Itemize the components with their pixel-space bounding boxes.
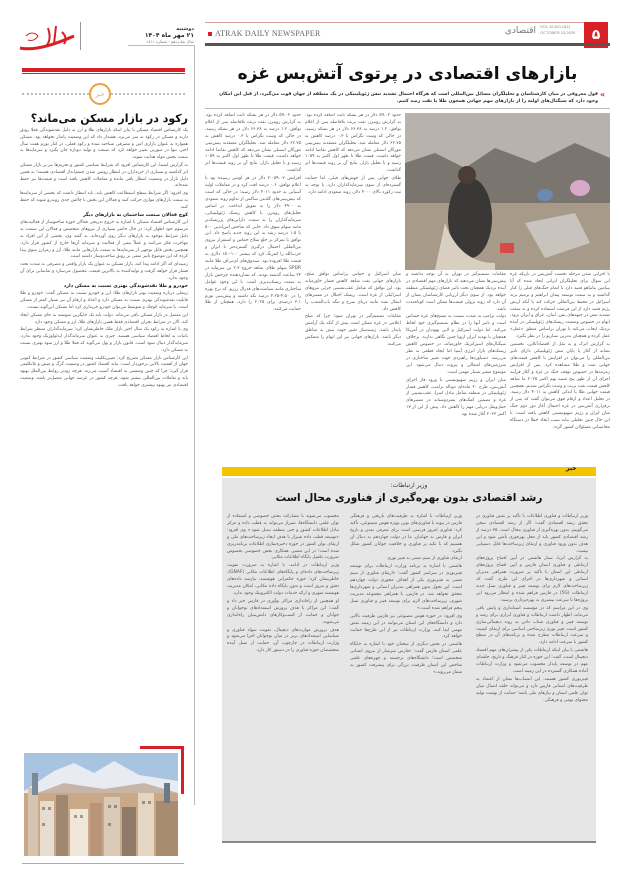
- paragraph: میان ایران و رژیم صهیونیستی با ورود فاز اجرای آتش‌بس، طرح ۲۰ ماده‌ای دونالد ترامپ، کاهش فشار ژئوپلیتیکی در منطقه شامل تبادل اسرا، عقب‌نشینی از غزه و تضمین کمک‌های بشردوستانه در مسیرهای حمل‌ونقل دریایی مهم را کاهش داد. پیش از این از ۱۷ اکتبر ۲۰۲۳ آغاز شده بود.: [406, 377, 506, 418]
- volume-number: VOL.16,NO.1811: [540, 24, 571, 29]
- main-article-title[interactable]: بازارهای اقتصادی در پرتوی آتش‌بس غزه: [237, 64, 578, 84]
- date-box: [84, 26, 194, 44]
- paragraph: یک کارشناس اقتصاد مسکن با بیان اینکه بازارهای طلا و ارز به دلیل نقدشوندگی فعلا رونق دارند و مسکن در رکود به سر می‌برد، هشدار داد که این وضعیت پایدار نخواهد بود. مسکن همواره به عنوان بازاری امن و مصرفی شناخته شده و رکود فعلی، در کنار تورم هفت سال اخیر، تنها در صورتی تغییر خواهد کرد که صنعت و تولید دوباره جان بگیرد و سرمایه‌ها به سمت بخش مولد هدایت شوند.: [20, 128, 188, 161]
- paragraph: هاشمی در بخش دیگری از سخنان خود با اشاره به جایگاه علمی استان فارس گفت: «فارس سرشار از نیروی انسانی متخصص است؛ دانشگاه‌های برجسته و چهره‌های علمی شاخص این استان ظرفیت بزرگی برای پیشرفت کشور به شمار می‌روند.»: [350, 642, 462, 675]
- chevron-double-left-icon: «: [600, 90, 606, 99]
- sub-article-kicker: وزیر ارتباطات:: [390, 482, 428, 489]
- paragraph: هدف پرورش مهارت‌های دیجیتال، تقویت سواد فناوری و شناسایی استعدادهای برتر در میان نوجوانان اجرا می‌شود و وزارت ارتباطات در چارچوب آن، حمایت از نسل آینده متخصصان حوزه فناوری را در دستور کار دارد.: [227, 627, 339, 654]
- paragraph: این کارشناس اقتصاد مسکن با اشاره به خروج تدریجی فعالان حوزه ساختوساز از فعالیت‌های مرسوم خود اظهار کرد: در حال حاضر بسیاری از نیروهای متخصص و فعالان این صنعت به دلیل شرایط موجود به بازارهای دیگر روی آورده‌اند. به گفته وی، بخشی از این افراد به مهاجرت فکر می‌کنند و عملاً نیمی از فعالیت و سرمایه آن‌ها خارج از کشور قرار دارد. همچنین بخش قابل توجهی از سرمایه‌ها به سمت بازارهایی مانند طلا، ارز و رمزارز سوق پیدا کرده که این موضوع تأثیر منفی بر رونق ساخت‌وساز داشته است.: [20, 220, 188, 260]
- sidebar-article-body: [20, 128, 188, 390]
- paragraph: هاشمی با بیان اینکه ارتباطات یکی از پیشران‌های مهم اقتصاد دیجیتال است، گفت: این حوزه در کنار فرهنگ و تاریخ، حلقه‌ای مهم در توسعه پایدار محسوب می‌شود و وزارت ارتباطات آماده همکاری گسترده در این زمینه است.: [476, 648, 588, 674]
- sidebar-frame-top: [128, 45, 194, 46]
- city-skyline-photo: [24, 753, 178, 856]
- masthead-top-rule: [205, 22, 585, 23]
- sidebar-red-bar: [22, 68, 185, 72]
- main-article-lead: قول معروفی در میان کارشناسان و تحلیلگران مسائل بین‌المللی است که هرگاه احتمال تشدید تنش ژئوپلیتیکی در یک منطقه از جهان قوت می‌گیرد، از قبل این امکان وجود دارد که سیگنال‌های اولیه را از بازارهای مهم جهانی همچون طلا یا نفت رصد کنیم.: [219, 92, 598, 104]
- main-column-4: [205, 113, 301, 315]
- paragraph: این معضل در بازار مسکن باقی می‌ماند. دولت باید یک جایگزین سوتمند به جای مسکن ایجاد کند. الان در شرایط بحران اقتصادی فقط همین بازارهای طلا، ارز و مسکن وجود دارد.: [20, 312, 188, 325]
- paragraph: افزایش ۲.۰۵۹.۰۷ دلار در هر اونس رسیده بود با اعلام توافق، ۰.۶ درصد افت کرد و در معاملات اولیه آسیایی به حدود ۴۰۱۱ دلار رسید؛ در حالی که است که بیش‌بینی‌های گلدمن ساکس از تداوم روند صعودی به ۴۹۰۰ دلار را به تعویق انداخت. بر اساس تحلیل‌های رویترز، با کاهش ریسک ژئوپلیتیکی، سرمایه‌گذاران را به سمت دارایی‌های پرریسک‌تر مانند سهام سوق داد. جایی که شاخص اس‌اند‌پی ۵۰۰ با ۱.۵ درصد رشد به این روند جدید پاسخ داد. این توافق با تمرکز بر خلع سلاح حماس و استقرار نیروی بین‌المللی احتمال درگیری گسترده‌تر با ایران و حزب‌الله را کمرنگ کرد که بیشتر ۱۰۰-۱۵۰ دلاری به قیمت طلا افزوده بود. صندوق‌های ای‌تی‌اف طلا مانند SPDR سهام طلای شاهد خروج ۲.۳ تن سرمایه در ۲۴ ساعت گذشته بودند، که نشان‌دهنده چرخش بازار به سمت ریسک‌پذیری است. با این وجود عوامل ساختاری مانند سیاست‌های فدرال رزرو، که نرخ بهره را در ۴.۵۰-۴.۲۵ درصد نگه داشته و پیش‌بینی تورم ۳.۱ درصدی برای ۲۰۲۵ را دارد، همچنان از طلا حمایت می‌کنند.: [205, 176, 301, 313]
- paragraph: میان اسرائیل و حماس براساس توافق صلح، بازارهای جهانی نفت شاهد کاهش فشار خاورمیانه بود. این توافق که شامل عقب‌نشینی جزئی نیروهای اسرائیلی از غزه است، ریسک اختلال در مسیرهای انتقال نفت مانند دریای سرخ و تنگه باب‌المندب را کاهش داد.: [305, 272, 401, 312]
- paragraph: طلای جهانی پس از جهش‌های قبلی، اما حمایت گسترده‌ای از سوی سرمایه‌گذاران دارد. با توجه به ثبت رکورد بالای ۴۰۰۰ دلار، روند صعودی ادامه دارد.: [305, 176, 401, 195]
- paragraph: محسوب می‌شوند با مشارکت بخش خصوصی و استفاده از توان علمی دانشگاه‌ها، شیراز می‌تواند به قطب داده و مرکز تبادل اطلاعات کشور و حتی منطقه تبدیل شود.» وی افزود: «توسعه قطب داده شیراز با هدف ایجاد زیرساخت‌های ملی و ارتقای توان کشور در حوزه ذخیره‌سازی اطلاعات برنامه‌ریزی شده است؛ در این مسیر، همکاری بخش خصوصی بخصوص ضرورت تکمیل پایگاه اطلاعات مکانی.: [227, 514, 339, 561]
- edition-date: OCTOBER 13.2025: [540, 30, 576, 35]
- paragraph: وی با اشاره به رکود یک سال اخیر بازار ملک خاطرنشان کرد: سرمایه‌گذاران منتظر شرایط باثبات به لحاظ اقتصاد سیاسی هستند. چیزی به عنوان سرمایه‌گذار ایدئولوژیک وجود ندارد. سرمایه‌گذار دنبال سود است. قانون بازار و پول می‌گوید که فعلا طلا و ارز سود بهتری نسبت به مسکن دارد.: [20, 327, 188, 353]
- page-number: ۵: [584, 22, 608, 48]
- photo-accent-horizontal: [140, 746, 184, 749]
- subheading: ارتقای فناوری از سیم مسی به فیبر نوری: [387, 556, 462, 562]
- volume-info: [540, 24, 582, 36]
- news-badge: خبر: [89, 83, 111, 105]
- paragraph: زمینه‌ای که اگر ادامه پیدا کند، بازار مسکن به عنوان یک بازار واقعی و مصرفی به شدت تحت فشار قرار خواهد گرفت و تولیدکننده به بالاترین قیمت، محصول می‌سازد و تقاضایی برای آن وجود ندارد.: [20, 262, 188, 281]
- sub-column-2: [350, 514, 462, 678]
- issue-info: سال شانزدهم - شماره ۱۸۱۱: [146, 39, 194, 44]
- paragraph: وی در این مراسم که در مؤسسه استانداری و پایش باقی می‌ماند، اظهار داشت ارتباطات و فناوری ابزاری برای رشد و توسعه فیبر و فناوری شتاب دادن به روند دیجیتالی‌سازی کشور است. فیبر نوری زیرساختی اساسی برای ارتقای کیفیت و سرعت ارتباطات مطرح شده و برنامه‌های آن در سطح کشور با سرعت ادامه دارد.: [476, 605, 588, 646]
- paragraph: وزیر ارتباطات با اشاره به ظرفیت‌های تاریخی و فرهنگی فارس در پیوند با فناوری‌های نوین بویژه هوش مصنوعی، تأکید کرد: فناوری امروز فرصتی است برای معرفی تمدن و تاریخ ایران و فارس به جهانیان. ما در دولت چهاردهم به دنبال آن هستیم که با تکیه بر فناوری و خلاقیت جوانان کشور شکل بگیرد.: [350, 514, 462, 554]
- paragraph: وی افزود: در حوزه هوش مصنوعی نیز فارس ظرفیت بالایی دارد و دانشگاه‌های این استان می‌توانند در این زمینه نقش مهمی ایفا کنند. وزارت ارتباطات نیز از این طرح‌ها حمایت خواهد کرد.: [350, 613, 462, 640]
- masthead-bar: [205, 43, 610, 46]
- photo-accent-vertical: [181, 746, 184, 794]
- main-column-1: [510, 272, 610, 433]
- main-column-3-upper: [305, 113, 401, 268]
- atrak-logo: [18, 22, 78, 54]
- sub-column-3: [227, 514, 339, 656]
- day-of-week: دوشنبه: [176, 26, 194, 32]
- sidebar-article-title[interactable]: رکود در بازار مسکن می‌ماند؟: [30, 112, 188, 125]
- subheading: کوچ فعالان صنعت ساختمان به بازارهای دیگر: [82, 212, 188, 218]
- sidebar-frame-right: [194, 45, 195, 805]
- subheading: خودرو و طلا نقدشوندگی بهتری نسبت به مسکن دارد: [63, 283, 188, 289]
- brand-text: ATRAK DAILY NEWSPAPER: [215, 29, 321, 38]
- paragraph: دولت ترامپ به شدت نسبت به تشنج‌های غزه حساس است و تاثیر آنها را در نظام تصمیم‌گیری خود لحاظ می‌کند. اما دولت اسرائیل و لابی یهودیان در آمریکا همچنان با تهدید ایران اروپا چنین نگاهی ندارند. برخلاف سیگنال‌های اسپراتژیک خاورمیانه، در خصوص کاهش ریسک‌های بازار انرژی آسیا اما ایجاد قطعی به نظر می‌رسد. دستاوردها راهبردی جهت تغییر ساختاری در سرزمین‌های اشغالی و بیروت دنبال می‌شود. این موضوع متغیر بسیار مهمی است.: [406, 314, 506, 375]
- paragraph: او همچنین از راه‌اندازی مراکز نوآوری در فارس خبر داد و گفت: این مراکز با هدف پرورش استعدادهای نوجوانان و جوانان و حمایت از کسب‌وکارهای دانش‌بنیان راه‌اندازی می‌شوند.: [227, 598, 339, 625]
- paragraph: حدود ۵۹.۰۲ دلار در هر بشکه ثابت اضافه کرده بود. به گزارش رویترز، نفت برنت بلافاصله پس از اعلام توافق، ۱.۲ درصد به ۶۶.۳۸ دلار در هر بشکه رسید، در حالی که وست تگزاس با ۰.۳ درصد کاهش به ۶۲.۷۵ دلار معامله شد. تحلیلگران معتقدند بیش‌بینی مورگان استنلی نشان می‌دهد که کاهش تقاضا ادامه خواهد داشت. قیمت طلا تا ظهر اول اکتبر به ۱۰۵۹ رسید و با تحلیل بازار، نتایج آن بر روند قیمت‌ها اثر گذاشت.: [205, 113, 301, 174]
- paragraph: به گزارش ایرنا، ستار هاشمی در آیین افتتاح پروژه‌های ارتباطی و فناوری استان فارس و آیین افتتاح پروژه‌های ارتباطی این استان با تأکید بر ضرورت همراهی مدیران استانی و شهرداری‌ها در اجرای این طرح، گفت که زیرساخت‌های لازم برای توسعه فیبر و فناوری نسل جدید ارتباطات (5G) در فارس فراهم شده و انتظار می‌رود این پروژه‌ها با سرعت بیشتری به بهره‌برداری برسند.: [476, 556, 588, 603]
- paragraph: مقامات تصمیم‌گیر در تهران شود؛ چرا که صلح اعلامی در غزه ممکن است بیش از آنکه یک آرامش پایدار باشد، زمینه‌ساز تغییر جهت تنش به مناطق دیگر باشد. بازارهای جهانی نیز این ابهام را منعکس می‌کنند.: [305, 314, 401, 348]
- paragraph: وی افزود: اگر شرایط سطح استطاعت کاهش یابد، باید انتظار داشت که بخشی از سرمایه‌ها به سمت بازارهای موازی حرکت کنند و فعالان این بخش با چالش جدی روبه‌رو شوند که حفظ کنند.: [20, 191, 188, 210]
- lead-rule: [205, 108, 610, 109]
- paragraph: وزیر ارتباطات و فناوری اطلاعات با تأکید بر نقش فناوری در تحقق رشد اقتصادی گفت: اگر از رشد اقتصادی سخن می‌گوییم، بدون بهره‌گیری از فناوری محال است. ۳۵ درصد از رشد اقتصادی کشور باید از محل بهره‌وری تأمین شود و این هدف بدون ورود فناوری و ارتقای زیرساخت‌ها قابل دستیابی نیست.: [476, 514, 588, 554]
- main-column-3-lower: [305, 272, 401, 350]
- paragraph: زینعلی درباره وضعیت بهتر بازارهای طلا، ارز و خودرو نسبت به مسکن گفت: خودرو و طلا قابلیت نقدشوندگی بهتری نسبت به مسکن دارد و اعداد و ارقام آن نیز بسیار کمتر از مسکن است. با سرمایه کوچک و متوسط می‌توان خودرو خریداری کرد اما مسکن این‌گونه نیست.: [20, 291, 188, 310]
- sub-article-title[interactable]: رشد اقتصادی بدون بهره‌گیری از فناوری محال است: [275, 492, 543, 504]
- paragraph: وزیر ارتباطات در ادامه، با اشاره به ضرورت تقویت زیرساخت‌های داده‌ای و پایگاه‌های اطلاعات مکانی (GNAF)، خاطرنشان کرد: حوزه حکمرانی هوشمند، نیازمند داده‌های دقیق و به‌روز است و بدون پایگاه داده مکانی، امکان مدیریت هوشمند شهری و ارائه خدمات دولت الکترونیک وجود ندارد.: [227, 563, 339, 596]
- brand-dot-icon: [208, 32, 212, 36]
- paragraph: حدود ۵۹.۰۲ دلار در هر بشکه ثابت اضافه کرده بود. به گزارش رویترز، نفت برنت بلافاصله پس از اعلام توافق، ۱.۲ درصد به ۶۶.۳۸ دلار در هر بشکه رسید، در حالی که وست تگزاس با ۰.۳ درصد کاهش به ۶۲.۷۵ دلار معامله شد. تحلیلگران معتقدند بیش‌بینی مورگان استنلی نشان می‌دهد که کاهش تقاضا ادامه خواهد داشت. قیمت طلا تا ظهر اول اکتبر به ۱۰۵۹ رسید و با تحلیل بازار، نتایج آن بر روند قیمت‌ها اثر گذاشت.: [305, 113, 401, 174]
- gaza-rubble-photo: [405, 113, 610, 270]
- section-name: اقتصادی: [504, 26, 536, 36]
- issue-date: ۲۱ مهر ماه ۱۴۰۴: [144, 32, 194, 39]
- paragraph: به گزارش ایسنا، این کارشناس افزود که شرایط سیاسی کشور و تحریم‌ها نیز بر بازار مسکن اثر گذاشته و بسیاری از خریداران در انتظار روشن شدن چشم‌انداز اقتصادی هستند؛ به همین دلیل بازار در وضعیت انتظار باقی مانده و معاملات کاهش یافته است و قیمت‌ها نیز حفظ شده‌اند.: [20, 162, 188, 189]
- paragraph: هاشمی با اشاره به برنامه وزارت ارتباطات برای توسعه فیبرنوری در سراسر کشور گفت: «ارتقای فناوری از سیم مسی به فیبرنوری یکی از اهداف محوری دولت چهاردهم است. این تحول بدون همراهی مدیران استانی و شهرداری‌ها محقق نخواهد شد. در فارس، با همراهی مجموعه مدیریت شهری، زیرساخت‌های لازم برای توسعه فیبر و فناوری نسل پنجم فراهم شده است.»: [350, 564, 462, 611]
- paragraph: مقامات تصمیم‌گیر در تهران به آن توجه نداشته و پیش‌بینی‌ها نشان می‌دهند که بازارهای مهم اقتصادی در آینده نزدیک همچنان تحت تاثیر فضای ژئوپلیتیکی منطقه خواهد بود. از سوی دیگر ارزیابی کارشناسان نشان از آن دارد که روند نزولی قیمت‌ها ممکن است کوتاه‌مدت باشد.: [406, 272, 506, 312]
- paragraph: این کارشناس بازار مسکن تصریح کرد: تعیین‌تکلیف وضعیت سیاسی کشور در شرایط کنونی جهان از اهمیت بالایی برخوردار است. نباید اقتصاد کشور در وضعیت گرگ و میش و بلاتکلیفی قرار گیرد؛ چرا که چنین وضعیتی به اقتصاد آسیب می‌زند. هرچه زودتر روابط بین‌الملل بهبود یابد و تعاملات بین‌المللی بیشتر شود، هرچه کشور در عرصه جهانی متصل‌تر باشد، وضعیت اقتصادی نیز بهبود بیشتری خواهد یافت.: [20, 355, 188, 388]
- sub-column-1: [476, 514, 588, 705]
- news-bar: [222, 467, 596, 476]
- paragraph: فیبرنوری کشور هستند. این انتصاب‌ها نشان از اعتماد به ظرفیت‌های انسانی فارس دارد و می‌تواند حلقه اتصال میان توان علمی استان و نیازهای ملی باشد؛ حمایت از نهضت تولید محتوای بومی و فرهنگی.: [476, 676, 588, 703]
- logo-separator: [80, 22, 81, 50]
- paragraph: با اجرایی شدن مرحله نخست آتش‌بس در باریکه غزه این سوال برای تحلیلگران ایرانی ایجاد شده که آیا بنیامین نتانیاهو قصد دارد با اتمام جنگ‌های قبلی را کنار گذاشته و به سمت توسعه پیمان ابراهیم و ترمیم برند اسرائیل در محیط بین‌المللی حرکت کند یا آنکه ارتش رژیم قصد دارد از این فرصت استفاده کرده و به سمت تشدید تنش در جبهه‌های یمن، لبنان، عراق و ایران برود. ابهام در خصوص وضعیت ریسک‌های ژئوپلیتیکی در آینده نزدیک ایجاب می‌کند تا تهران براساس منطق «عقل» عمل کرده و همچنان بدترین سناریو را در نظر بگیرد.: [510, 272, 610, 340]
- sidebar-red-rule: [22, 73, 185, 74]
- newspaper-brand: [208, 29, 320, 38]
- main-column-2: [406, 272, 506, 420]
- news-bar-label: خبر: [566, 465, 577, 472]
- paragraph: به گزارش اترک و به نقل از اقتصادآنلاین، نخستین نشانه از آغاز یا پایان تنش ژئوپلیتیکی دارای تاثیر بین‌المللی را می‌توان در افزایش یا کاهش قیمت‌های جهانی نفت و طلا مشاهده کرد. پس از افزایش زمزمه‌ها در خصوص توقف جنگ در غزه و آغاز فرآیند اجرای آن از ظهر پنج شنبه نهم اکتبر ۲۰۲۵ ما شاهد کاهش قیمت نفت برنت و وست تگزاس شدیم. همچنین قیمت جهانی طلا با اندکی کاهش به ۴۰۱۱ دلار رسید. در تحلیل اعداد و ارقام فوق می‌توان گفت که پس از برقراری آتش‌بس در غزه احتمال آغاز دور دوم جنگ میان ایران و رژیم صهیونیستی کاهش یافته است. با این حال چنین تحلیلی نباید سبب ایجاد خطا در دستگاه محاسباتی مسئولان کشور گردد.: [510, 342, 610, 430]
- sidebar-bottom-rule: [22, 863, 184, 864]
